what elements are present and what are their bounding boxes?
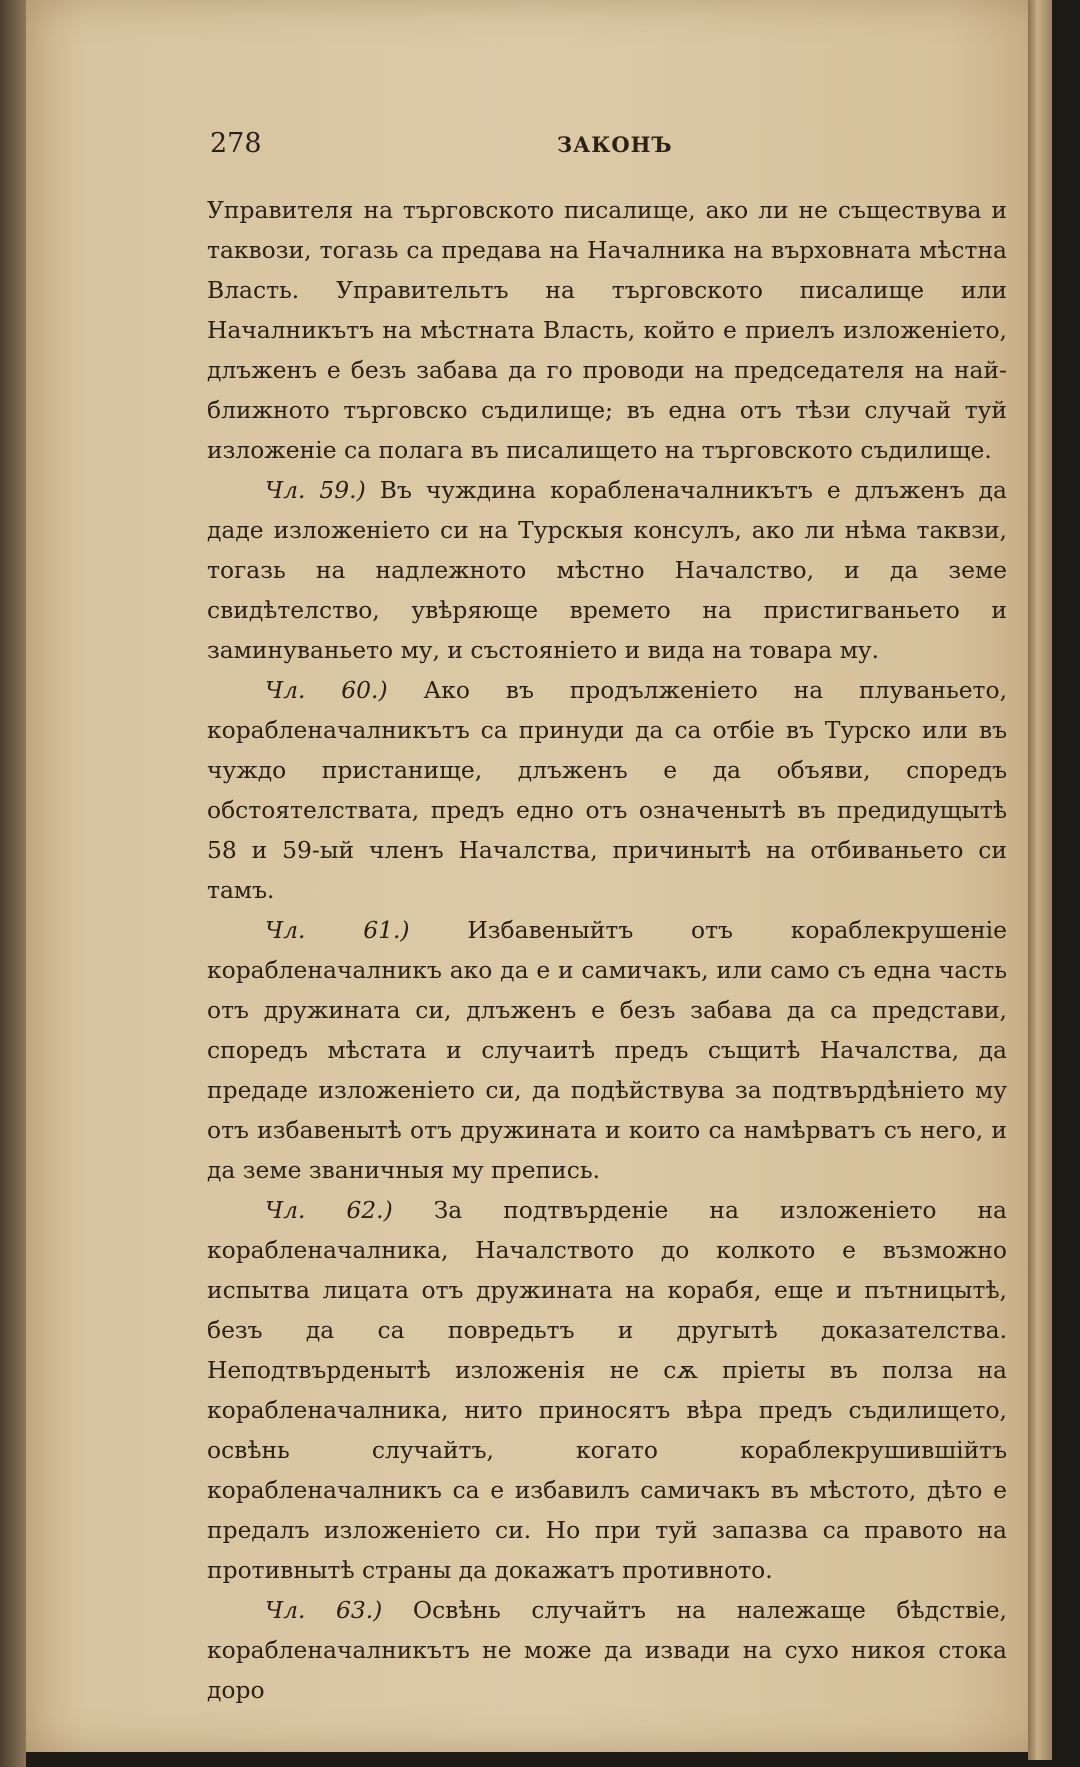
- book-binding-edge: [0, 0, 26, 1767]
- article-number: Чл. 60.): [265, 676, 388, 704]
- body-text: [207, 190, 1007, 1710]
- page-stack-edge: [1028, 0, 1052, 1760]
- article-number: Чл. 63.): [265, 1596, 383, 1624]
- running-title: ЗАКОНЪ: [557, 132, 673, 157]
- article-number: Чл. 62.): [265, 1196, 393, 1224]
- article-number: Чл. 61.): [265, 916, 410, 944]
- page-number: 278: [210, 128, 262, 159]
- paragraph-article-59: [207, 470, 1007, 670]
- page-header: [210, 128, 1010, 168]
- paragraph-article-63: [207, 1590, 1007, 1710]
- paragraph-article-62: [207, 1190, 1007, 1590]
- paragraph-text: Избавеныйтъ отъ кораблекрушенie корабленачалникъ ако да е и самичакъ, или само съ една часть отъ дружината си, длъженъ е безъ забава да са представи, споредъ мѣстата и случаитѣ предъ същитѣ Началства, да предаде изложенieто си, да подѣйствува за подтвърдѣнieто му отъ избавенытѣ отъ дружината и които са намѣрватъ съ него, и да земе званичныя му препись.: [207, 916, 1008, 1184]
- paragraph-text: Управителя на търговското писалище, ако ли не съществува и таквози, тогазь са предава на Началника на върховната мѣстна Власть. Управительтъ на търговското писалище или Началникътъ на мѣстната Власть, който е приелъ изложенieто, длъженъ е безъ забава да го проводи на председателя на най-ближното търговско съдилище; въ една отъ тѣзи случай туй изложенie са полага въ писалището на търговското съдилище.: [207, 196, 1007, 464]
- paragraph-text: Освѣнь случайтъ на належаще бѣдствie, корабленачалникътъ не може да извади на сухо никоя стока доро: [207, 1596, 1007, 1704]
- paragraph-text: Ако въ продълженieто на плуваньето, корабленачалникътъ са принуди да са отбie въ Турско или въ чуждо пристанище, длъженъ е да объяви, споредъ обстоятелствата, предъ едно отъ означенытѣ въ предидущытѣ 58 и 59-ый членъ Началства, причинытѣ на отбиваньето си тамъ.: [207, 676, 1008, 904]
- paragraph-article-60: [207, 670, 1007, 910]
- paragraph-text: Въ чуждина корабленачалникътъ е длъженъ да даде изложенieто си на Турскыя консулъ, ако ли нѣма таквзи, тогазь на надлежното мѣстно Началство, и да земе свидѣтелство, увѣряюще времето на пристигваньето и заминуваньето му, и състоянieто и вида на товара му.: [207, 476, 1008, 664]
- paragraph-article-61: [207, 910, 1007, 1190]
- paragraph-text: За подтвърденie на изложенieто на корабленачалника, Началството до колкото е възможно испытва лицата отъ дружината на корабя, еще и пътницытѣ, безъ да са повредьтъ и другытѣ доказателства. Неподтвърденытѣ изложенія не сѫ прieты въ полза на корабленачалника, нито приносятъ вѣра предъ съдилището, освѣнь случайтъ, когато кораблекрушившійтъ корабленачалникъ са е избавилъ самичакъ въ мѣстото, дѣто е предалъ изложенieто си. Но при туй запазва са правото на противнытѣ страны да докажатъ противното.: [207, 1196, 1007, 1584]
- article-number: Чл. 59.): [265, 476, 366, 504]
- paragraph: [207, 190, 1007, 470]
